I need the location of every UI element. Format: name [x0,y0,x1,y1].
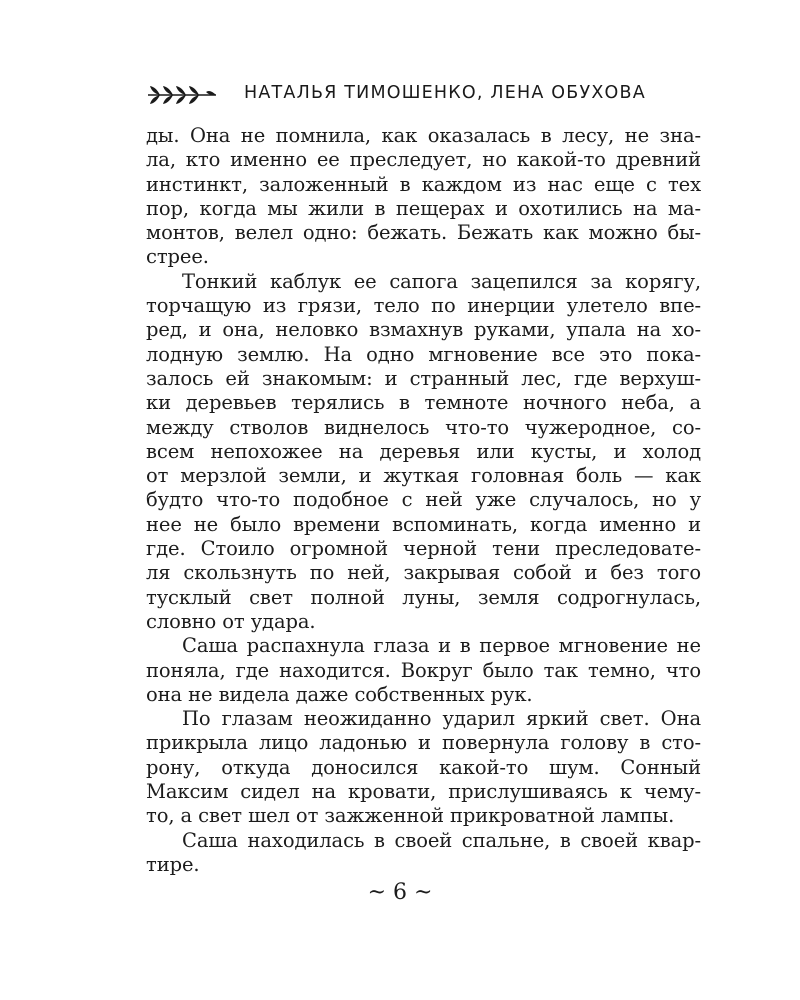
page-number: ~ 6 ~ [367,880,433,905]
text-line: пор, когда мы жили в пещерах и охотились на ма- [146,196,701,220]
text-line: ред, и она, неловко взмахнув руками, упала на хо- [146,318,701,342]
text-line: лодную землю. На одно мгновение все это пока- [146,342,701,366]
page-header [146,80,706,110]
text-line: ла, кто именно ее преследует, но какой-то древний [146,148,701,172]
text-line: то, а свет шел от зажженной прикроватной лампы. [146,804,675,828]
text-line: поняла, где находится. Вокруг было так темно, что [146,658,701,682]
text-line: торчащую из грязи, тело по инерции улетело впе- [146,294,701,318]
text-line: где. Стоило огромной черной тени преследовате- [146,537,701,561]
text-line: ля скользнуть по ней, закрывая собой и без того [146,561,701,585]
text-line: будто что-то подобное с ней уже случалось, но у [146,488,701,512]
text-line: ки деревьев терялись в темноте ночного неба, а [146,391,701,415]
text-line: Максим сидел на кровати, прислушиваясь к чему- [146,780,701,804]
text-line: от мерзлой земли, и жуткая головная боль — как [146,464,701,488]
text-line: Тонкий каблук ее сапога зацепился за корягу, [182,269,701,293]
text-line: прикрыла лицо ладонью и повернула голову в сто- [146,731,701,755]
text-line: Саша распахнула глаза и в первое мгновение не [182,634,701,658]
text-line: тире. [146,852,200,876]
running-head: НАТАЛЬЯ ТИМОШЕНКО, ЛЕНА ОБУХОВА [244,83,646,103]
text-line: всем непохожее на деревья или кусты, и холод [146,439,701,463]
text-line: По глазам неожиданно ударил яркий свет. Она [182,707,701,731]
text-line: нее не было времени вспоминать, когда именно и [146,512,701,536]
body-text [146,124,701,877]
text-line: словно от удара. [146,609,316,633]
text-line: стрее. [146,245,209,269]
text-line: ды. Она не помнила, как оказалась в лесу, не зна- [146,124,701,147]
text-line: залось ей знакомым: и странный лес, где верхуш- [146,366,701,390]
text-line: монтов, велел одно: бежать. Бежать как можно бы- [146,221,701,245]
leaf-branch-icon [146,82,218,108]
text-line: между стволов виднелось что-то чужеродное, со- [146,415,701,439]
text-line: Саша находилась в своей спальне, в своей квар- [182,828,701,852]
text-line: инстинкт, заложенный в каждом из нас еще с тех [146,172,701,196]
text-line: тусклый свет полной луны, земля содрогнулась, [146,585,701,609]
text-line: рону, откуда доносился какой-то шум. Сонный [146,755,701,779]
text-line: она не видела даже собственных рук. [146,682,533,706]
